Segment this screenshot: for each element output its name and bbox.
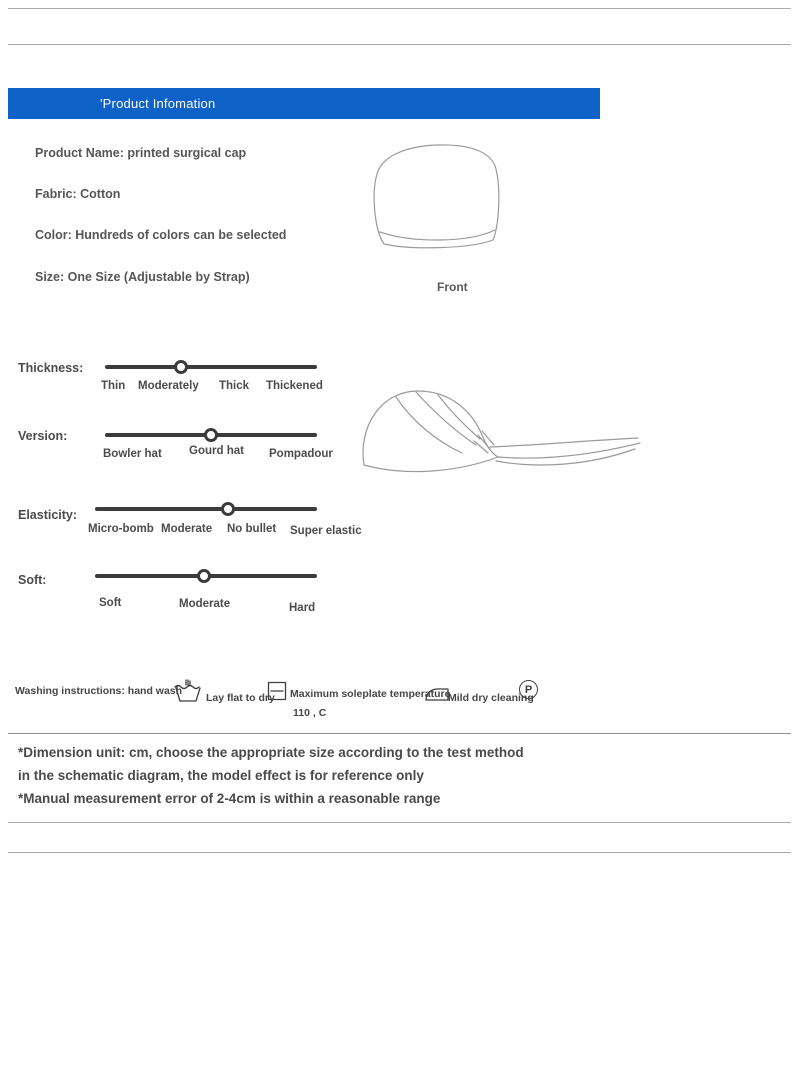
- footer-divider: [8, 733, 791, 734]
- slider-tick-label: Thin: [101, 380, 126, 392]
- slider-tick-label: No bullet: [227, 523, 277, 535]
- slider-tick-label: Gourd hat: [189, 445, 244, 457]
- thickness-slider-label: Thickness:: [18, 361, 84, 375]
- bottom-divider-1: [8, 822, 791, 823]
- product-name-field: Product Name: printed surgical cap: [35, 146, 247, 160]
- product-information-header: [8, 88, 600, 119]
- elasticity-slider-track: [95, 507, 317, 511]
- version-slider-track: [105, 433, 317, 437]
- slider-tick-label: Super elastic: [290, 525, 362, 537]
- iron-icon: [425, 686, 449, 702]
- soft-slider-track: [95, 574, 317, 578]
- version-slider-label: Version:: [18, 429, 68, 443]
- footer-note-1: *Dimension unit: cm, choose the appropriate size according to the test method: [18, 745, 524, 760]
- slider-tick-label: Moderately: [138, 380, 199, 392]
- header-title: 'Product Infomation: [100, 96, 216, 111]
- slider-tick-label: Micro-bomb: [88, 523, 154, 535]
- bottom-divider-2: [8, 852, 791, 853]
- footer-note-2: in the schematic diagram, the model effect is for reference only: [18, 768, 424, 783]
- footer-note-3: *Manual measurement error of 2-4cm is within a reasonable range: [18, 791, 441, 806]
- product-color-field: Color: Hundreds of colors can be selected: [35, 228, 287, 242]
- slider-tick-label: Thick: [219, 380, 250, 392]
- hand-wash-icon: [174, 679, 202, 703]
- slider-tick-label: Pompadour: [269, 448, 333, 460]
- iron-label-line1: Maximum soleplate temperature: [290, 688, 451, 700]
- front-caption: Front: [437, 280, 468, 294]
- elasticity-slider-knob: [221, 502, 235, 516]
- slider-tick-label: Moderate: [161, 523, 213, 535]
- slider-tick-label: Moderate: [179, 598, 231, 610]
- cap-side-illustration: [350, 383, 645, 483]
- product-size-field: Size: One Size (Adjustable by Strap): [35, 270, 250, 284]
- product-fabric-field: Fabric: Cotton: [35, 187, 121, 201]
- dry-clean-label: Mild dry cleaning: [448, 692, 534, 704]
- slider-tick-label: Soft: [99, 597, 122, 609]
- soft-slider-label: Soft:: [18, 573, 47, 587]
- thickness-slider-knob: [174, 360, 188, 374]
- cap-front-illustration: [358, 136, 520, 258]
- flat-dry-label: Lay flat to dry: [206, 692, 275, 704]
- slider-tick-label: Bowler hat: [103, 448, 162, 460]
- dry-clean-symbol: P: [524, 683, 533, 696]
- dry-clean-icon: [519, 680, 538, 699]
- hand-wash-label: Washing instructions: hand wash: [15, 685, 183, 697]
- elasticity-slider-label: Elasticity:: [18, 508, 78, 522]
- slider-tick-label: Hard: [289, 602, 316, 614]
- version-slider-knob: [204, 428, 218, 442]
- flat-dry-icon: [267, 681, 287, 701]
- iron-label-line2: 110 , C: [293, 707, 327, 719]
- slider-tick-label: Thickened: [266, 380, 323, 392]
- soft-slider-knob: [197, 569, 211, 583]
- top-divider-2: [8, 44, 791, 45]
- top-divider-1: [8, 8, 791, 9]
- thickness-slider-track: [105, 365, 317, 369]
